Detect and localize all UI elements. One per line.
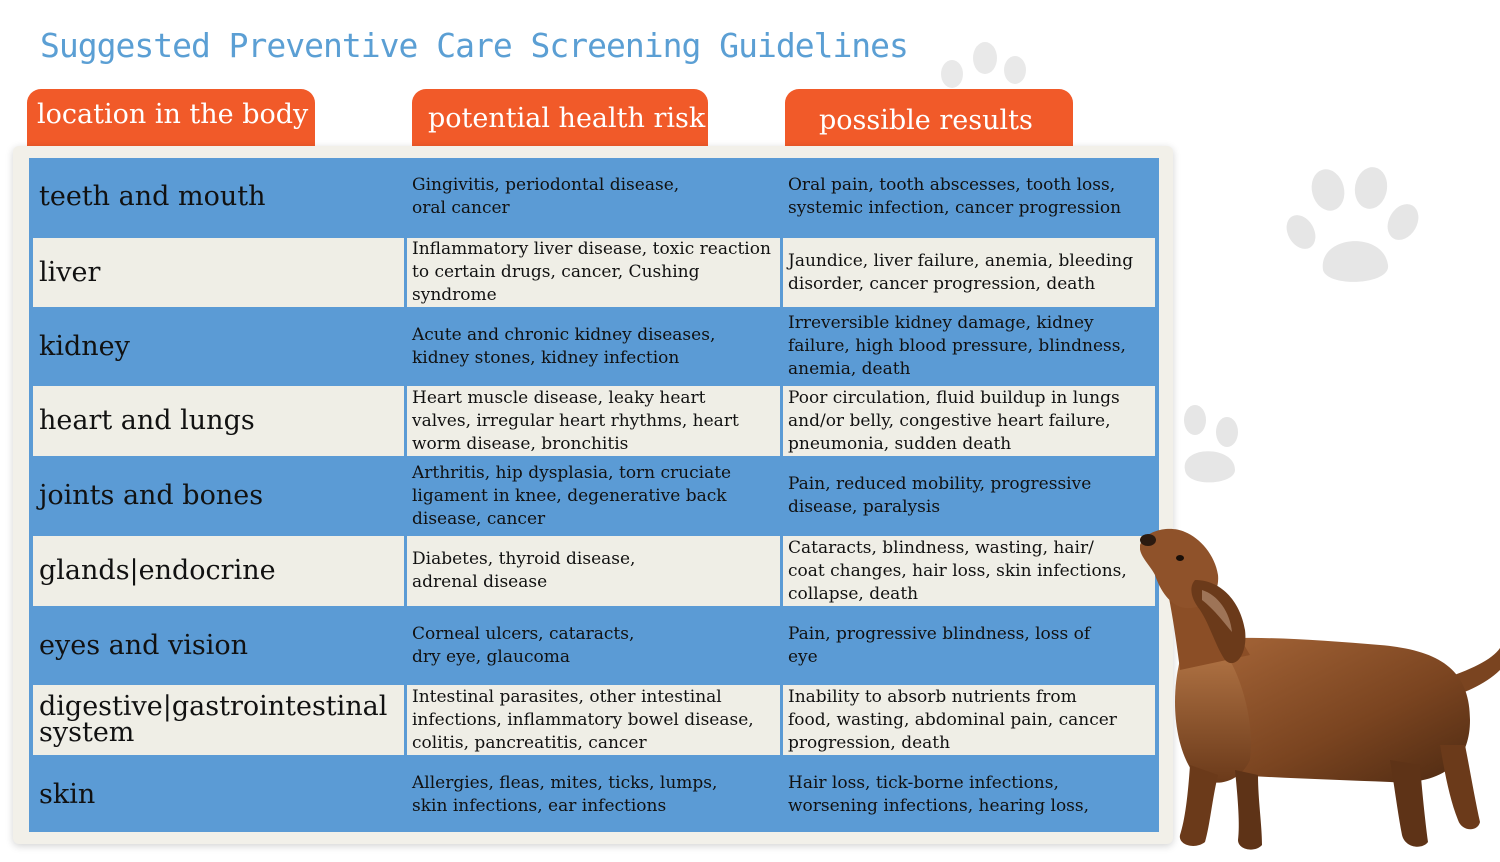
location-cell: teeth and mouth xyxy=(39,181,266,212)
page-title: Suggested Preventive Care Screening Guidelines xyxy=(40,26,908,65)
paw-print-icon xyxy=(1283,160,1423,290)
table-row xyxy=(29,238,1159,307)
location-cell: skin xyxy=(39,778,96,810)
results-cell: Poor circulation, fluid buildup in lungs and/or belly, congestive heart failure, pneumonia, sudden death xyxy=(783,386,1155,456)
table-row xyxy=(29,386,1159,456)
location-cell: eyes and vision xyxy=(39,629,249,661)
results-cell: Cataracts, blindness, wasting, hair/ coat changes, hair loss, skin infections, collapse, death xyxy=(783,536,1155,606)
table-row xyxy=(29,757,1159,832)
results-cell: Irreversible kidney damage, kidney failure, high blood pressure, blindness, anemia, death xyxy=(788,313,1126,379)
table-row xyxy=(29,685,1159,755)
results-cell: Jaundice, liver failure, anemia, bleeding disorder, cancer progression, death xyxy=(783,238,1155,307)
table-row xyxy=(29,608,1159,683)
risk-cell: Diabetes, thyroid disease, adrenal disease xyxy=(407,536,780,606)
risk-cell: Gingivitis, periodontal disease, oral cancer xyxy=(412,175,680,218)
location-cell: heart and lungs xyxy=(33,386,404,456)
results-cell: Oral pain, tooth abscesses, tooth loss, systemic infection, cancer progression xyxy=(788,175,1122,218)
results-cell: Hair loss, tick-borne infections, worsening infections, hearing loss, xyxy=(788,772,1090,816)
risk-cell: Heart muscle disease, leaky heart valves, irregular heart rhythms, heart worm disease, bronchitis xyxy=(407,386,780,456)
risk-cell: Acute and chronic kidney diseases, kidney stones, kidney infection xyxy=(412,324,716,368)
header-tab-risk: potential health risk xyxy=(412,89,708,147)
dachshund-image xyxy=(1140,520,1500,862)
risk-cell: Inflammatory liver disease, toxic reaction to certain drugs, cancer, Cushing syndrome xyxy=(407,238,780,307)
table-row xyxy=(29,458,1159,534)
location-cell: digestive|gastrointestinal system xyxy=(33,685,404,755)
header-tab-location: location in the body xyxy=(27,89,315,147)
location-cell: liver xyxy=(33,238,404,307)
risk-cell: Intestinal parasites, other intestinal infections, inflammatory bowel disease, colitis, pancreatitis, cancer xyxy=(407,685,780,755)
table-row xyxy=(29,309,1159,384)
location-cell: joints and bones xyxy=(39,480,264,511)
risk-cell: Arthritis, hip dysplasia, torn cruciate ligament in knee, degenerative back disease, cancer xyxy=(412,462,732,529)
screening-table xyxy=(29,158,1159,832)
location-cell: kidney xyxy=(39,330,130,362)
location-cell: glands|endocrine xyxy=(33,536,404,606)
risk-cell: Corneal ulcers, cataracts, dry eye, glaucoma xyxy=(412,623,635,667)
paw-print-icon xyxy=(1165,400,1255,490)
results-cell: Inability to absorb nutrients from food, wasting, abdominal pain, cancer progression, death xyxy=(783,685,1155,755)
results-cell: Pain, progressive blindness, loss of eye xyxy=(788,623,1091,667)
risk-cell: Allergies, fleas, mites, ticks, lumps, skin infections, ear infections xyxy=(412,772,718,816)
header-tab-results: possible results xyxy=(785,89,1073,147)
results-cell: Pain, reduced mobility, progressive disease, paralysis xyxy=(788,474,1092,517)
table-row xyxy=(29,158,1159,236)
table-row xyxy=(29,536,1159,606)
